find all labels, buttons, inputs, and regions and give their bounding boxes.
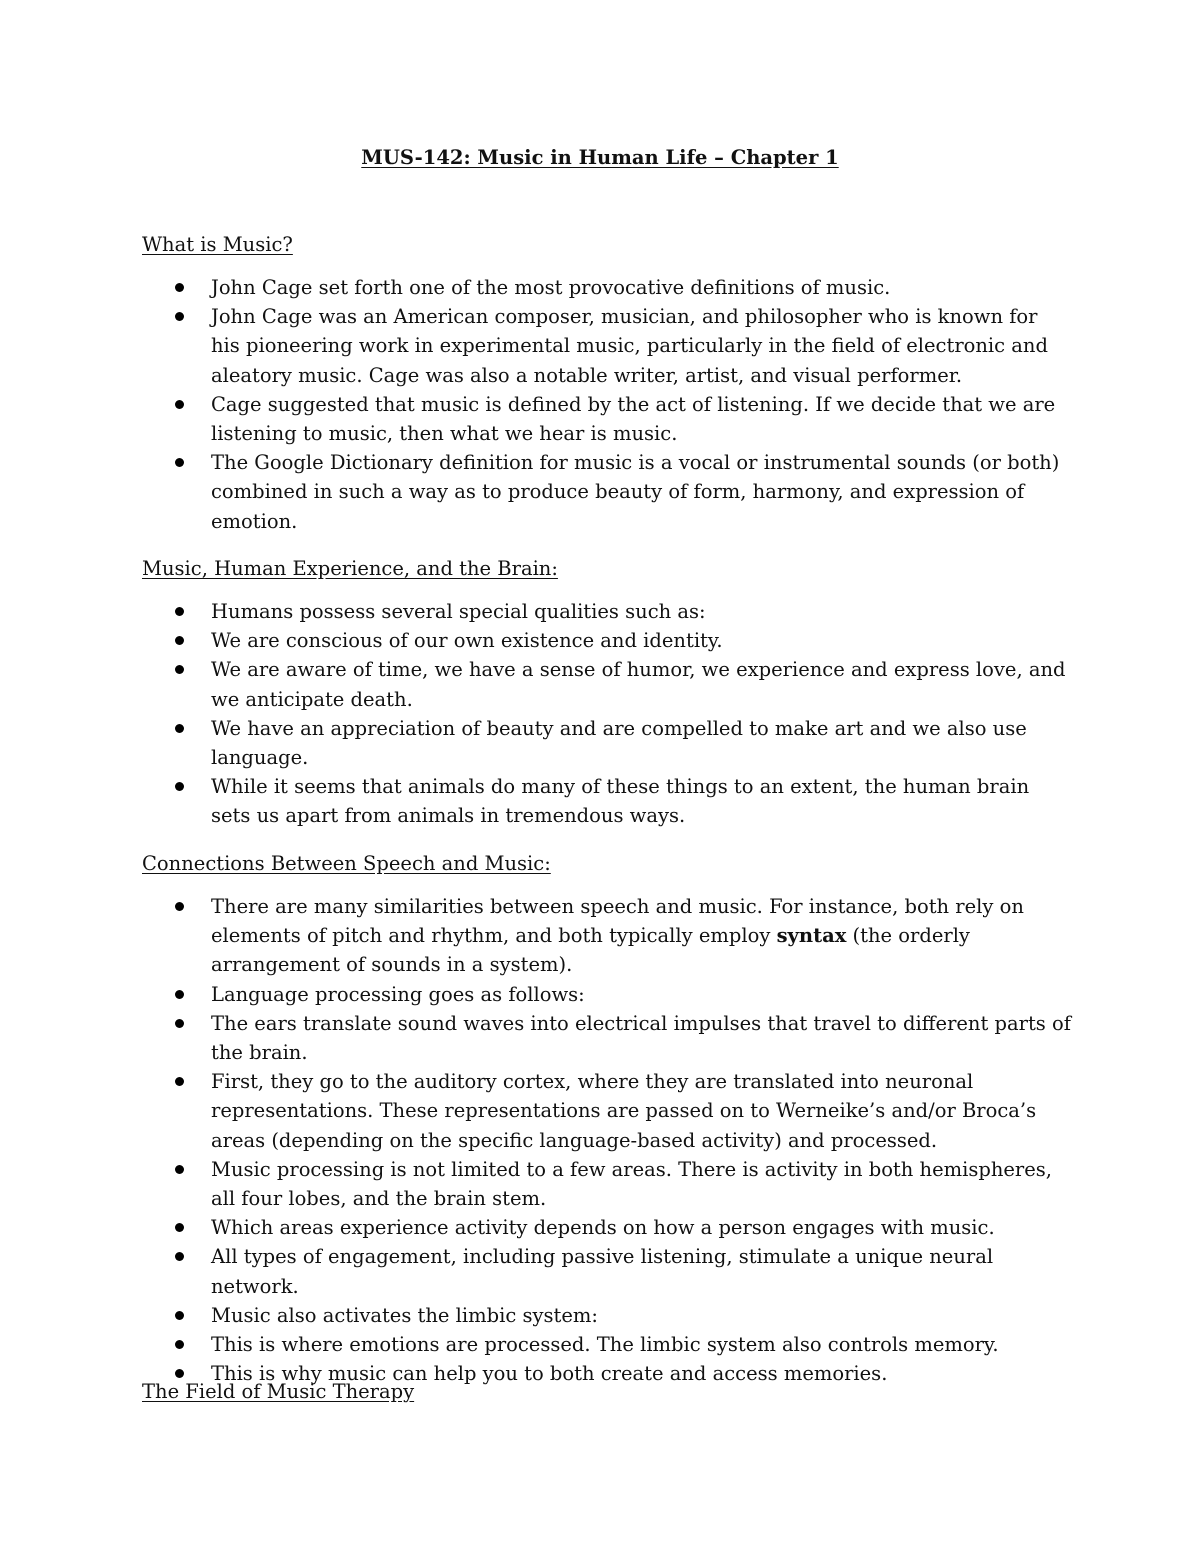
list-item (142, 892, 1072, 980)
list-item: Which areas experience activity depends on how a person engages with music. (142, 1213, 1072, 1242)
list-item: Music processing is not limited to a few areas. There is activity in both hemispheres, all four lobes, and the brain stem. (142, 1155, 1072, 1213)
list-item: This is where emotions are processed. The limbic system also controls memory. (142, 1330, 1072, 1359)
list-item: This is why music can help you to both create and access memories. (142, 1359, 1072, 1388)
list-item-text: (the orderly arrangement of sounds in a system). (211, 924, 970, 977)
list-item: We have an appreciation of beauty and are compelled to make art and we also use language. (142, 714, 1072, 772)
list-item-text: There are many similarities between speech and music. For instance, both rely on elements of pitch and rhythm, and both typically employ (211, 895, 1024, 948)
syntax-term: syntax (776, 924, 847, 948)
list-item: The ears translate sound waves into electrical impulses that travel to different parts of the brain. (142, 1009, 1072, 1067)
bullet-list (142, 273, 1072, 536)
section-heading: Connections Between Speech and Music: (142, 852, 551, 875)
document-title: MUS-142: Music in Human Life – Chapter 1 (361, 146, 839, 169)
section-what-is-music (142, 230, 1072, 536)
list-item: While it seems that animals do many of these things to an extent, the human brain sets us apart from animals in tremendous ways. (142, 772, 1072, 830)
list-item: Music also activates the limbic system: (142, 1301, 1072, 1330)
bullet-list (142, 597, 1072, 831)
list-item: All types of engagement, including passive listening, stimulate a unique neural network. (142, 1242, 1072, 1300)
section-heading: What is Music? (142, 233, 293, 256)
list-item: John Cage set forth one of the most provocative definitions of music. (142, 273, 1072, 302)
list-item: We are conscious of our own existence and identity. (142, 626, 1072, 655)
section-human-experience (142, 554, 1072, 831)
bullet-list (142, 892, 1072, 1388)
list-item: The Google Dictionary definition for music is a vocal or instrumental sounds (or both) combined in such a way as to produce beauty of form, harmony, and expression of emotion. (142, 448, 1072, 536)
list-item: First, they go to the auditory cortex, where they are translated into neuronal representations. These representations are passed on to Werneike’s and/or Broca’s areas (depending on the specific language-based activity) and processed. (142, 1067, 1072, 1155)
section-music-therapy (142, 1377, 1072, 1406)
section-heading: Music, Human Experience, and the Brain: (142, 557, 558, 580)
list-item: Cage suggested that music is defined by the act of listening. If we decide that we are listening to music, then what we hear is music. (142, 390, 1072, 448)
section-speech-and-music (142, 849, 1072, 1388)
list-item: Language processing goes as follows: (142, 980, 1072, 1009)
list-item: We are aware of time, we have a sense of humor, we experience and express love, and we anticipate death. (142, 655, 1072, 713)
list-item: John Cage was an American composer, musician, and philosopher who is known for his pioneering work in experimental music, particularly in the field of electronic and aleatory music. Cage was also a notable writer, artist, and visual performer. (142, 302, 1072, 390)
list-item: Humans possess several special qualities such as: (142, 597, 1072, 626)
section-heading: The Field of Music Therapy (142, 1380, 415, 1403)
